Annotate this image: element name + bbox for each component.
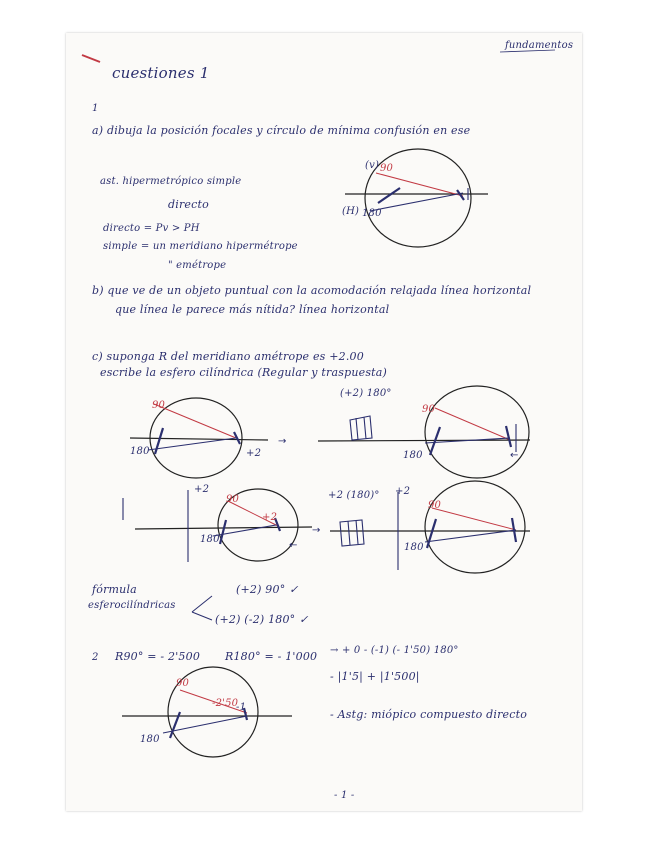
formula-brace bbox=[192, 596, 212, 620]
c4-label-180: 180 bbox=[404, 542, 424, 553]
q1c-formula-top: (+2) 180° bbox=[340, 388, 392, 399]
q2-result: → + 0 - (-1) (- 1'50) 180° bbox=[330, 645, 459, 656]
q1-number: 1 bbox=[92, 103, 99, 114]
q1c-formula-mid: +2 (180)° bbox=[328, 490, 380, 501]
svg-text:←: ← bbox=[289, 540, 298, 551]
formula-a: (+2) 90° ✓ bbox=[236, 583, 299, 596]
c1-label-plus2: +2 bbox=[246, 448, 262, 459]
c3-label-plus2: +2 bbox=[194, 484, 210, 495]
q2-label-dist: -2'50 bbox=[212, 698, 239, 709]
q2-abs: - |1'5| + |1'500| bbox=[330, 670, 420, 683]
q1a-angle-180: 180 bbox=[362, 208, 382, 219]
q1c-line2: escribe la esfero cilíndrica (Regular y traspuesta) bbox=[100, 366, 388, 379]
q1b-line1: b) que ve de un objeto puntual con la acomodación relajada línea horizontal bbox=[92, 284, 532, 297]
q2-r90: R90° = - 2'500 bbox=[115, 650, 201, 663]
formula-b: (+2) (-2) 180° ✓ bbox=[215, 613, 309, 626]
c2-label-180: 180 bbox=[403, 450, 423, 461]
c3-label-90: 90 bbox=[226, 494, 240, 505]
q1a-type-label: ast. hipermetrópico simple bbox=[100, 176, 242, 187]
q1a-type-label2: directo bbox=[168, 198, 209, 211]
q1a-rule2: simple = un meridiano hipermétrope bbox=[103, 241, 298, 252]
c4-label-plus2: +2 bbox=[395, 486, 411, 497]
page-number: - 1 - bbox=[334, 790, 355, 801]
c4-label-90: 90 bbox=[428, 500, 442, 511]
c2-label-90: 90 bbox=[422, 404, 436, 415]
diagram-c3 bbox=[123, 489, 320, 562]
q1a-angle-90: 90 bbox=[380, 163, 394, 174]
diagram-c2 bbox=[318, 386, 530, 478]
q1c-line1: c) suponga R del meridiano amétrope es +2.00 bbox=[92, 350, 364, 363]
svg-text:→: → bbox=[312, 525, 321, 536]
q1a-label-h: (H) bbox=[342, 206, 360, 217]
c3-label-plus2-red: +2 bbox=[262, 512, 278, 523]
c1-label-90: 90 bbox=[152, 400, 166, 411]
page-title: cuestiones 1 bbox=[112, 64, 210, 82]
subject-tag: fundamentos bbox=[505, 40, 574, 51]
q1a-rule3: " emétrope bbox=[168, 260, 227, 271]
c3-label-180: 180 bbox=[200, 534, 220, 545]
q1b-line2: que línea le parece más nítida? línea horizontal bbox=[115, 303, 390, 316]
svg-text:→: → bbox=[278, 436, 287, 447]
title-check-mark bbox=[82, 55, 100, 62]
q1a-rule1: directo = Pv > PH bbox=[103, 223, 200, 234]
q2-number: 2 bbox=[92, 652, 99, 663]
q1a-prompt: a) dibuja la posición focales y círculo de mínima confusión en ese bbox=[92, 124, 471, 137]
q2-label-90: 90 bbox=[176, 678, 190, 689]
q2-label-m1: -1 bbox=[236, 702, 247, 713]
formula-label2: esferocilíndricas bbox=[88, 600, 176, 611]
q2-label-180: 180 bbox=[140, 734, 160, 745]
c1-label-180: 180 bbox=[130, 446, 150, 457]
formula-label1: fórmula bbox=[92, 583, 137, 596]
q2-r180: R180° = - 1'000 bbox=[225, 650, 318, 663]
q2-diagnosis: - Astg: miópico compuesto directo bbox=[330, 708, 528, 721]
svg-text:←: ← bbox=[510, 450, 519, 461]
q1a-label-v: (v) bbox=[365, 160, 380, 171]
